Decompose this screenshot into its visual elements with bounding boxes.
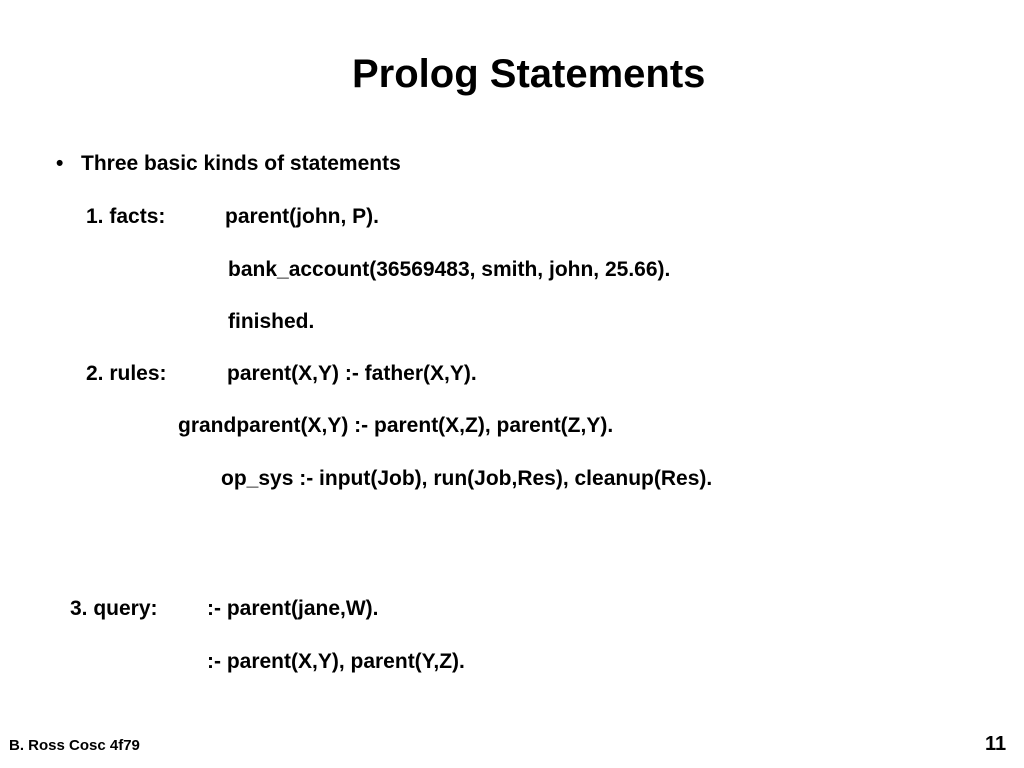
bullet-icon: • — [56, 152, 64, 175]
facts-line-3: finished. — [228, 310, 315, 333]
facts-label: 1. facts: — [86, 205, 166, 228]
facts-line-1: parent(john, P). — [225, 205, 379, 228]
rules-label: 2. rules: — [86, 362, 167, 385]
page-number: 11 — [985, 733, 1007, 755]
query-line-1: :- parent(jane,W). — [207, 597, 379, 620]
footer-author: B. Ross Cosc 4f79 — [9, 737, 140, 754]
slide-title: Prolog Statements — [352, 52, 706, 96]
query-label: 3. query: — [70, 597, 158, 620]
facts-line-2: bank_account(36569483, smith, john, 25.66). — [228, 258, 671, 281]
query-line-2: :- parent(X,Y), parent(Y,Z). — [207, 650, 465, 673]
rules-line-2: grandparent(X,Y) :- parent(X,Z), parent(Z,Y). — [178, 414, 614, 437]
bullet-text: Three basic kinds of statements — [81, 152, 401, 175]
rules-line-3: op_sys :- input(Job), run(Job,Res), cleanup(Res). — [221, 467, 713, 490]
rules-line-1: parent(X,Y) :- father(X,Y). — [227, 362, 477, 385]
